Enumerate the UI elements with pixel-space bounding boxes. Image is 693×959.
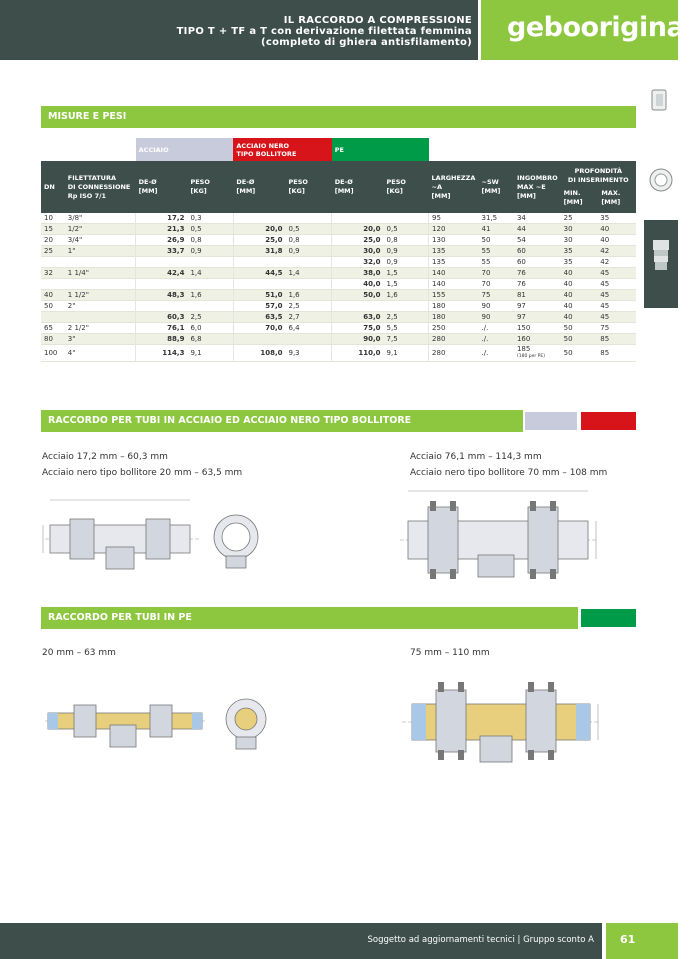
cell-nero-de: 108,0 — [233, 345, 285, 362]
cell-acciaio-peso — [187, 301, 233, 312]
caption-steel-right — [410, 449, 607, 481]
footer-bar — [0, 923, 678, 959]
cell-acciaio-peso — [187, 257, 233, 268]
cell-nero-peso — [286, 257, 332, 268]
cell-acciaio-de: 48,3 — [136, 290, 188, 301]
cell-nero-de — [233, 334, 285, 345]
spec-table-blank — [429, 138, 636, 161]
cell-dn: 15 — [41, 224, 65, 235]
cell-thread — [65, 312, 136, 323]
cell-acciaio-de: 17,2 — [136, 213, 188, 224]
cell-min: 50 — [561, 334, 598, 345]
table-row — [41, 213, 636, 224]
cell-pe-peso — [384, 301, 429, 312]
footer-text: Soggetto ad aggiornamenti tecnici | Gruppo sconto A — [367, 935, 594, 945]
cell-thread: 3/4" — [65, 235, 136, 246]
group-pe: PE — [332, 138, 429, 161]
cell-pe-de: 75,0 — [332, 323, 384, 334]
cell-min: 40 — [561, 312, 598, 323]
cell-thread — [65, 279, 136, 290]
cell-thread: 3" — [65, 334, 136, 345]
section-title-measures — [41, 106, 636, 128]
cell-ingombro: 160 — [514, 334, 561, 345]
cell-pe-de — [332, 301, 384, 312]
cell-sw: 70 — [479, 279, 514, 290]
cell-nero-de: 51,0 — [233, 290, 285, 301]
brand-prefix: gebo — [507, 12, 581, 43]
cell-pe-de: 40,0 — [332, 279, 384, 290]
cell-larghezza: 130 — [429, 235, 479, 246]
cell-nero-de: 44,5 — [233, 268, 285, 279]
cell-thread: 1" — [65, 246, 136, 257]
swatch-acciaio — [525, 412, 577, 430]
cell-larghezza: 140 — [429, 268, 479, 279]
table-row — [41, 257, 636, 268]
cell-ingombro — [514, 345, 561, 362]
cell-larghezza: 250 — [429, 323, 479, 334]
brand-logo — [507, 12, 693, 43]
cell-acciaio-peso: 2,5 — [187, 312, 233, 323]
group-acciaio-nero: ACCIAIO NERO TIPO BOLLITORE — [233, 138, 331, 161]
drawing-steel-large — [398, 485, 608, 597]
side-fitting-icon[interactable] — [644, 82, 678, 122]
cell-larghezza: 140 — [429, 279, 479, 290]
cell-dn: 32 — [41, 268, 65, 279]
cell-ingombro: 60 — [514, 246, 561, 257]
cell-dn: 20 — [41, 235, 65, 246]
drawing-pe-large — [400, 672, 608, 782]
cell-ingombro: 76 — [514, 268, 561, 279]
cell-pe-de: 38,0 — [332, 268, 384, 279]
cell-sw: 31,5 — [479, 213, 514, 224]
section-title-text: MISURE E PESI — [48, 111, 127, 122]
cell-min: 40 — [561, 268, 598, 279]
cell-pe-peso: 1,5 — [384, 268, 429, 279]
table-row — [41, 334, 636, 345]
section-title-pe — [41, 607, 578, 629]
cell-pe-peso: 0,8 — [384, 235, 429, 246]
cell-pe-peso: 0,9 — [384, 246, 429, 257]
cell-larghezza: 135 — [429, 257, 479, 268]
cell-dn — [41, 312, 65, 323]
cell-nero-de — [233, 213, 285, 224]
cell-max: 40 — [597, 224, 636, 235]
cell-max: 42 — [597, 257, 636, 268]
cell-pe-de: 20,0 — [332, 224, 384, 235]
cell-pe-peso: 2,5 — [384, 312, 429, 323]
page-number-box — [606, 923, 678, 959]
swatch-pe — [581, 609, 636, 627]
cell-acciaio-de — [136, 257, 188, 268]
cell-larghezza: 180 — [429, 312, 479, 323]
cell-min: 35 — [561, 246, 598, 257]
cell-nero-de: 31,8 — [233, 246, 285, 257]
cell-sw: 55 — [479, 257, 514, 268]
cell-thread: 2" — [65, 301, 136, 312]
cell-acciaio-de: 26,9 — [136, 235, 188, 246]
cell-nero-peso: 0,5 — [286, 224, 332, 235]
cell-min: 40 — [561, 290, 598, 301]
cell-sw: 75 — [479, 290, 514, 301]
cell-sw: ./. — [479, 345, 514, 362]
header-larghezza: LARGHEZZA ~A [MM] — [429, 161, 479, 213]
brand-bar — [481, 0, 693, 60]
table-row — [41, 268, 636, 279]
header-ingombro: INGOMBRO MAX ~E [MM] — [514, 161, 561, 213]
cell-acciaio-de: 60,3 — [136, 312, 188, 323]
side-active-tab[interactable] — [644, 220, 678, 308]
cell-ingombro-note: (180 per PE) — [516, 354, 545, 359]
cell-nero-peso: 1,4 — [286, 268, 332, 279]
cell-larghezza: 180 — [429, 301, 479, 312]
cell-thread: 2 1/2" — [65, 323, 136, 334]
cell-max: 35 — [597, 213, 636, 224]
caption-line: Acciaio nero tipo bollitore 70 mm – 108 mm — [410, 468, 608, 478]
cell-ingombro: 44 — [514, 224, 561, 235]
cell-nero-de: 57,0 — [233, 301, 285, 312]
spec-table — [41, 138, 636, 362]
cell-min: 50 — [561, 345, 598, 362]
header-acciaio-de: DE-Ø [MM] — [136, 161, 188, 213]
cell-acciaio-peso: 0,3 — [187, 213, 233, 224]
spec-table-blank — [41, 138, 136, 161]
cell-nero-de: 25,0 — [233, 235, 285, 246]
cell-pe-peso: 0,5 — [384, 224, 429, 235]
cell-min: 30 — [561, 235, 598, 246]
cell-nero-peso: 2,7 — [286, 312, 332, 323]
cell-thread: 3/8" — [65, 213, 136, 224]
brand-suffix: original — [580, 12, 693, 43]
header-nero-peso: PESO [KG] — [286, 161, 332, 213]
cell-nero-peso — [286, 213, 332, 224]
drawing-steel-small — [40, 492, 265, 582]
caption-line: 20 mm – 63 mm — [42, 648, 116, 658]
cell-min: 25 — [561, 213, 598, 224]
table-row — [41, 235, 636, 246]
cell-pe-de: 63,0 — [332, 312, 384, 323]
cell-ingombro: 97 — [514, 301, 561, 312]
cell-acciaio-de: 88,9 — [136, 334, 188, 345]
header-title-line: TIPO T + TF a T con derivazione filettata femmina — [176, 26, 472, 37]
header-profondita-title: PROFONDITÀ DI INSERIMENTO — [567, 167, 629, 184]
table-row — [41, 224, 636, 235]
header-sw: ~SW [MM] — [479, 161, 514, 213]
cell-acciaio-de — [136, 279, 188, 290]
cell-pe-peso — [384, 213, 429, 224]
group-acciaio: ACCIAIO — [136, 138, 234, 161]
cell-acciaio-de: 76,1 — [136, 323, 188, 334]
cell-max: 42 — [597, 246, 636, 257]
cell-sw: 41 — [479, 224, 514, 235]
cell-acciaio-peso: 0,9 — [187, 246, 233, 257]
cell-sw: 90 — [479, 312, 514, 323]
cell-max: 45 — [597, 279, 636, 290]
cell-max: 85 — [597, 334, 636, 345]
cell-max: 45 — [597, 290, 636, 301]
drawing-pe-small — [40, 685, 270, 765]
cell-sw: 90 — [479, 301, 514, 312]
cell-nero-peso: 0,8 — [286, 235, 332, 246]
cell-pe-peso: 7,5 — [384, 334, 429, 345]
table-row — [41, 246, 636, 257]
cell-dn: 100 — [41, 345, 65, 362]
cell-dn: 40 — [41, 290, 65, 301]
table-row — [41, 345, 636, 362]
cell-pe-de: 50,0 — [332, 290, 384, 301]
cell-dn: 50 — [41, 301, 65, 312]
side-ring-icon[interactable] — [644, 160, 678, 200]
cell-min: 40 — [561, 279, 598, 290]
cell-max: 40 — [597, 235, 636, 246]
cell-acciaio-peso: 1,6 — [187, 290, 233, 301]
cell-larghezza: 280 — [429, 334, 479, 345]
cell-nero-peso: 9,3 — [286, 345, 332, 362]
cell-ingombro: 150 — [514, 323, 561, 334]
cell-thread: 1 1/4" — [65, 268, 136, 279]
cell-max: 85 — [597, 345, 636, 362]
cell-pe-peso: 1,5 — [384, 279, 429, 290]
header-pe-de: DE-Ø [MM] — [332, 161, 384, 213]
cell-ingombro: 81 — [514, 290, 561, 301]
section-title-steel — [41, 410, 523, 432]
cell-larghezza: 135 — [429, 246, 479, 257]
cell-max: 45 — [597, 301, 636, 312]
cell-thread: 4" — [65, 345, 136, 362]
header-acciaio-peso: PESO [KG] — [187, 161, 233, 213]
caption-pe-left — [42, 645, 116, 661]
cell-pe-de: 90,0 — [332, 334, 384, 345]
header-title-line: (completo di ghiera antisfilamento) — [260, 37, 472, 48]
caption-pe-right — [410, 645, 490, 661]
cell-thread — [65, 257, 136, 268]
cell-max: 45 — [597, 312, 636, 323]
cell-acciaio-peso: 9,1 — [187, 345, 233, 362]
table-row — [41, 279, 636, 290]
cell-ingombro: 54 — [514, 235, 561, 246]
cell-acciaio-peso: 0,8 — [187, 235, 233, 246]
cell-nero-de — [233, 257, 285, 268]
cell-sw: ./. — [479, 334, 514, 345]
cell-nero-peso: 6,4 — [286, 323, 332, 334]
cell-pe-de: 30,0 — [332, 246, 384, 257]
cell-ingombro: 34 — [514, 213, 561, 224]
cell-pe-peso: 5,5 — [384, 323, 429, 334]
cell-acciaio-de: 33,7 — [136, 246, 188, 257]
cell-nero-de — [233, 279, 285, 290]
cell-acciaio-de — [136, 301, 188, 312]
header-title-line: IL RACCORDO A COMPRESSIONE — [283, 15, 472, 26]
cell-acciaio-de: 21,3 — [136, 224, 188, 235]
cell-ingombro: 76 — [514, 279, 561, 290]
cell-dn: 65 — [41, 323, 65, 334]
cell-larghezza: 155 — [429, 290, 479, 301]
table-row — [41, 323, 636, 334]
caption-line: Acciaio 76,1 mm – 114,3 mm — [410, 452, 542, 462]
cell-nero-de: 20,0 — [233, 224, 285, 235]
cell-nero-peso: 2,5 — [286, 301, 332, 312]
cell-larghezza: 95 — [429, 213, 479, 224]
cell-min: 40 — [561, 301, 598, 312]
header-dn: DN — [41, 161, 65, 213]
cell-larghezza: 120 — [429, 224, 479, 235]
cell-thread: 1 1/2" — [65, 290, 136, 301]
section-title-text: RACCORDO PER TUBI IN ACCIAIO ED ACCIAIO NERO TIPO BOLLITORE — [48, 415, 412, 426]
cell-acciaio-peso: 1,4 — [187, 268, 233, 279]
caption-line: Acciaio nero tipo bollitore 20 mm – 63,5 mm — [42, 468, 243, 478]
cell-pe-peso: 1,6 — [384, 290, 429, 301]
cell-acciaio-peso: 6,8 — [187, 334, 233, 345]
cell-min: 30 — [561, 224, 598, 235]
cell-pe-de — [332, 213, 384, 224]
cell-ingombro: 97 — [514, 312, 561, 323]
cell-acciaio-peso: 6,0 — [187, 323, 233, 334]
cell-acciaio-peso — [187, 279, 233, 290]
caption-line: 75 mm – 110 mm — [410, 648, 490, 658]
header-min: MIN. [MM] — [563, 189, 583, 206]
cell-acciaio-de: 114,3 — [136, 345, 188, 362]
table-row — [41, 301, 636, 312]
cell-dn — [41, 257, 65, 268]
header-max: MAX. [MM] — [601, 189, 621, 206]
cell-sw: 55 — [479, 246, 514, 257]
cell-sw: ./. — [479, 323, 514, 334]
header-profondita — [561, 161, 636, 213]
cell-min: 35 — [561, 257, 598, 268]
cell-min: 50 — [561, 323, 598, 334]
cell-nero-de: 63,5 — [233, 312, 285, 323]
swatch-acciaio-nero — [581, 412, 636, 430]
cell-pe-peso: 0,9 — [384, 257, 429, 268]
caption-line: Acciaio 17,2 mm – 60,3 mm — [42, 452, 168, 462]
cell-pe-de: 32,0 — [332, 257, 384, 268]
spec-table-body — [41, 213, 636, 362]
cell-thread: 1/2" — [65, 224, 136, 235]
cell-sw: 50 — [479, 235, 514, 246]
header-nero-de: DE-Ø [MM] — [233, 161, 285, 213]
cell-pe-peso: 9,1 — [384, 345, 429, 362]
page-number: 61 — [620, 933, 636, 946]
cell-pe-de: 25,0 — [332, 235, 384, 246]
table-row — [41, 290, 636, 301]
cell-dn: 10 — [41, 213, 65, 224]
caption-steel-left — [42, 449, 242, 481]
cell-dn: 25 — [41, 246, 65, 257]
cell-acciaio-de: 42,4 — [136, 268, 188, 279]
cell-nero-peso — [286, 334, 332, 345]
cell-nero-de: 70,0 — [233, 323, 285, 334]
cell-larghezza: 280 — [429, 345, 479, 362]
side-compression-icon — [644, 220, 678, 308]
cell-max: 45 — [597, 268, 636, 279]
header-pe-peso: PESO [KG] — [384, 161, 429, 213]
cell-sw: 70 — [479, 268, 514, 279]
table-row — [41, 312, 636, 323]
cell-nero-peso — [286, 279, 332, 290]
header-filettatura: FILETTATURA DI CONNESSIONE Rp ISO 7/1 — [65, 161, 136, 213]
cell-pe-de: 110,0 — [332, 345, 384, 362]
cell-nero-peso: 0,9 — [286, 246, 332, 257]
cell-max: 75 — [597, 323, 636, 334]
cell-ingombro-value: 185 — [516, 345, 531, 353]
cell-acciaio-peso: 0,5 — [187, 224, 233, 235]
header-title — [177, 15, 472, 48]
cell-nero-peso: 1,6 — [286, 290, 332, 301]
cell-dn: 80 — [41, 334, 65, 345]
cell-dn — [41, 279, 65, 290]
header-bar — [0, 0, 478, 60]
section-title-text: RACCORDO PER TUBI IN PE — [48, 612, 192, 623]
cell-ingombro: 60 — [514, 257, 561, 268]
